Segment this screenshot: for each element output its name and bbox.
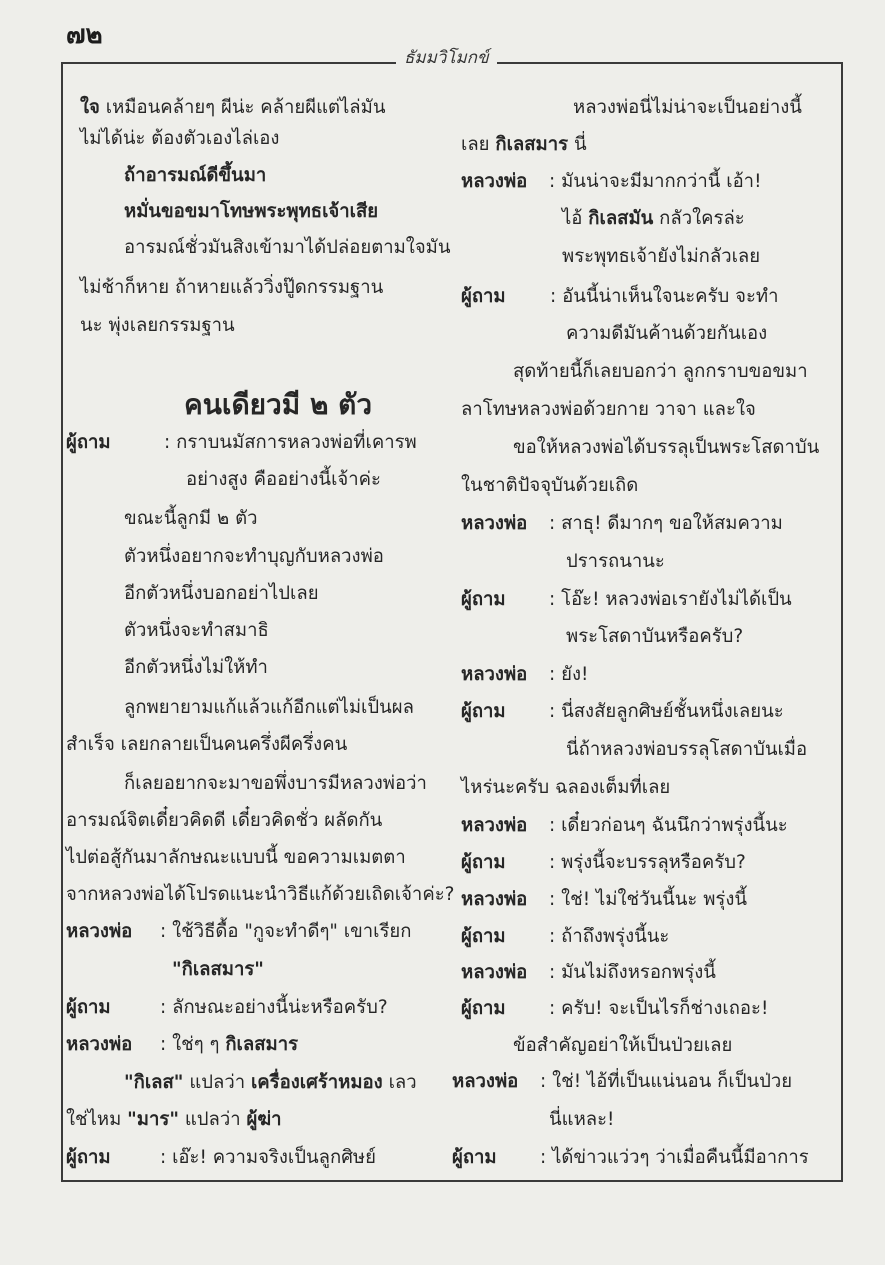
text-line: : สาธุ! ดีมากๆ ขอให้สมความ xyxy=(549,513,783,534)
text-line: นะ พุ่งเลยกรรมฐาน xyxy=(80,315,235,336)
text-line: : มันน่าจะมีมากกว่านี้ เอ้า! xyxy=(549,171,762,192)
text-line: หลวงพ่อนี่ไม่น่าจะเป็นอย่างนี้ xyxy=(573,97,802,118)
text-line: นี่ถ้าหลวงพ่อบรรลุโสดาบันเมื่อ xyxy=(566,739,808,760)
text-line: สุดท้ายนี้ก็เลยบอกว่า ลูกกราบขอขมา xyxy=(513,361,808,382)
text-line: หมั่นขอขมาโทษพระพุทธเจ้าเสีย xyxy=(124,201,379,222)
speaker-label: ผู้ถาม xyxy=(66,432,111,453)
text-run: นี่ xyxy=(568,134,587,155)
text-line: : ใช่! ไม่ใช่วันนี้นะ พรุ่งนี้ xyxy=(549,889,748,910)
text-line: ก็เลยอยากจะมาขอพึ่งบารมีหลวงพ่อว่า xyxy=(124,773,427,794)
speaker-label: ผู้ถาม xyxy=(461,926,506,947)
text-line: : ยัง! xyxy=(549,664,589,685)
text-line: ลาโทษหลวงพ่อด้วยกาย วาจา และใจ xyxy=(461,399,756,420)
bold-word: "มาร" xyxy=(127,1109,179,1130)
text-line xyxy=(80,96,386,120)
text-run: ใช่ไหม xyxy=(66,1109,128,1130)
text-run: เลย xyxy=(461,134,496,155)
text-line: ตัวหนึ่งอยากจะทำบุญกับหลวงพ่อ xyxy=(124,546,384,567)
bold-word: ผู้ฆ่า xyxy=(246,1109,282,1130)
text-line: : เดี๋ยวก่อนๆ ฉันนึกว่าพรุ่งนี้นะ xyxy=(549,815,788,836)
text-line: : มันไม่ถึงหรอกพรุ่งนี้ xyxy=(549,962,716,983)
text-line: : เอ๊ะ! ความจริงเป็นลูกศิษย์ xyxy=(160,1147,376,1168)
text-line: ถ้าอารมณ์ดีขึ้นมา xyxy=(124,165,267,186)
speaker-label: ผู้ถาม xyxy=(461,701,506,722)
text-line: ขอให้หลวงพ่อได้บรรลุเป็นพระโสดาบัน xyxy=(513,437,820,458)
text-line xyxy=(66,1108,281,1132)
text-line: ไม่ได้น่ะ ต้องตัวเองไล่เอง xyxy=(80,128,280,149)
text-line: : อันนี้น่าเห็นใจนะครับ จะทำ xyxy=(550,286,779,307)
text-line: : ลักษณะอย่างนี้น่ะหรือครับ? xyxy=(160,997,388,1018)
speaker-label: ผู้ถาม xyxy=(461,286,506,307)
speaker-label: ผู้ถาม xyxy=(461,852,506,873)
text-line: "กิเลสมาร" xyxy=(172,959,264,980)
text-line: ในชาติปัจจุบันด้วยเถิด xyxy=(461,475,639,496)
speaker-label: ผู้ถาม xyxy=(461,998,506,1019)
text-line: : กราบนมัสการหลวงพ่อที่เคารพ xyxy=(164,432,417,453)
text-line: ไหร่นะครับ ฉลองเต็มที่เลย xyxy=(461,777,671,798)
bold-word: "กิเลส" xyxy=(124,1072,184,1093)
text-line: : ใช่! ไอ้ที่เป็นแน่นอน ก็เป็นป่วย xyxy=(540,1071,793,1092)
speaker-label: ผู้ถาม xyxy=(66,1147,111,1168)
text-line: ไม่ช้าก็หาย ถ้าหายแล้ววิ่งปู๊ดกรรมฐาน xyxy=(80,277,384,298)
speaker-label: หลวงพ่อ xyxy=(461,171,528,192)
text-line: ปรารถนานะ xyxy=(566,551,665,572)
text-line: จากหลวงพ่อได้โปรดแนะนำวิธีแก้ด้วยเถิดเจ้าค่ะ? xyxy=(66,884,455,905)
speaker-label: หลวงพ่อ xyxy=(66,921,133,942)
text-line: : นี่สงสัยลูกศิษย์ชั้นหนึ่งเลยนะ xyxy=(549,701,784,722)
speaker-label: หลวงพ่อ xyxy=(461,513,528,534)
text-run: ไอ้ xyxy=(562,208,589,229)
text-line: อย่างสูง คืออย่างนี้เจ้าค่ะ xyxy=(186,469,381,490)
speaker-label: หลวงพ่อ xyxy=(461,962,528,983)
text-line: อารมณ์ชั่วมันสิงเข้ามาได้ปล่อยตามใจมัน xyxy=(124,237,451,258)
text-run: แปลว่า xyxy=(183,1072,251,1093)
speaker-label: หลวงพ่อ xyxy=(452,1071,519,1092)
speaker-label: หลวงพ่อ xyxy=(66,1034,133,1055)
bold-word: ใจ xyxy=(80,97,100,118)
text-line: ลูกพยายามแก้แล้วแก้อีกแต่ไม่เป็นผล xyxy=(124,697,414,718)
speaker-label: หลวงพ่อ xyxy=(461,664,528,685)
text-run: แปลว่า xyxy=(178,1109,247,1130)
text-line: : ครับ! จะเป็นไรก็ช่างเถอะ! xyxy=(549,998,769,1019)
text-line: : ได้ข่าวแว่วๆ ว่าเมื่อคืนนี้มีอาการ xyxy=(540,1147,809,1168)
text-line: : พรุ่งนี้จะบรรลุหรือครับ? xyxy=(549,852,746,873)
text-run: เหมือนคล้ายๆ ผีน่ะ คล้ายผีแต่ไล่มัน xyxy=(99,97,386,118)
speaker-label: หลวงพ่อ xyxy=(461,889,528,910)
speaker-label: ผู้ถาม xyxy=(452,1147,497,1168)
bold-word: กิเลสมาร xyxy=(225,1034,299,1055)
text-line xyxy=(461,133,587,157)
book-title: ธัมมวิโมกข์ xyxy=(396,44,497,71)
bold-word: กิเลสมาร xyxy=(495,134,569,155)
text-line: นี่แหละ! xyxy=(549,1109,615,1130)
text-line: : โอ๊ะ! หลวงพ่อเรายังไม่ได้เป็น xyxy=(549,589,792,610)
text-line: ไปต่อสู้กันมาลักษณะแบบนี้ ขอความเมตตา xyxy=(66,847,406,868)
text-run: เลว xyxy=(382,1072,417,1093)
text-line: อารมณ์จิตเดี๋ยวคิดดี เดี๋ยวคิดชั่ว ผลัดกัน xyxy=(66,810,383,831)
text-line xyxy=(124,1071,417,1095)
speaker-label: หลวงพ่อ xyxy=(461,815,528,836)
text-line: ตัวหนึ่งจะทำสมาธิ xyxy=(124,620,269,641)
speaker-label: ผู้ถาม xyxy=(66,997,111,1018)
text-line: อีกตัวหนึ่งบอกอย่าไปเลย xyxy=(124,583,319,604)
text-line: ขณะนี้ลูกมี ๒ ตัว xyxy=(124,508,258,529)
bold-word: เครื่องเศร้าหมอง xyxy=(250,1072,383,1093)
text-line xyxy=(562,207,745,231)
text-line: : ถ้าถึงพรุ่งนี้นะ xyxy=(549,926,670,947)
text-line: พระพุทธเจ้ายังไม่กลัวเลย xyxy=(562,246,761,267)
speaker-label: ผู้ถาม xyxy=(461,589,506,610)
text-line: ความดีมันค้านด้วยกันเอง xyxy=(566,323,768,344)
text-run: กลัวใครล่ะ xyxy=(653,208,745,229)
text-line: พระโสดาบันหรือครับ? xyxy=(566,626,744,647)
text-line: : ใช้วิธีดื้อ "กูจะทำดีๆ" เขาเรียก xyxy=(160,921,412,942)
text-line: ข้อสำคัญอย่าให้เป็นป่วยเลย xyxy=(513,1035,733,1056)
bold-word: กิเลสมัน xyxy=(588,208,654,229)
section-heading: คนเดียวมี ๒ ตัว xyxy=(184,388,373,421)
text-run: : ใช่ๆ ๆ xyxy=(160,1034,226,1055)
page-number: ๗๒ xyxy=(66,20,103,50)
text-line: สำเร็จ เลยกลายเป็นคนครึ่งผีครึ่งคน xyxy=(66,734,348,755)
text-line: อีกตัวหนึ่งไม่ให้ทำ xyxy=(124,657,268,678)
text-line xyxy=(160,1033,298,1057)
